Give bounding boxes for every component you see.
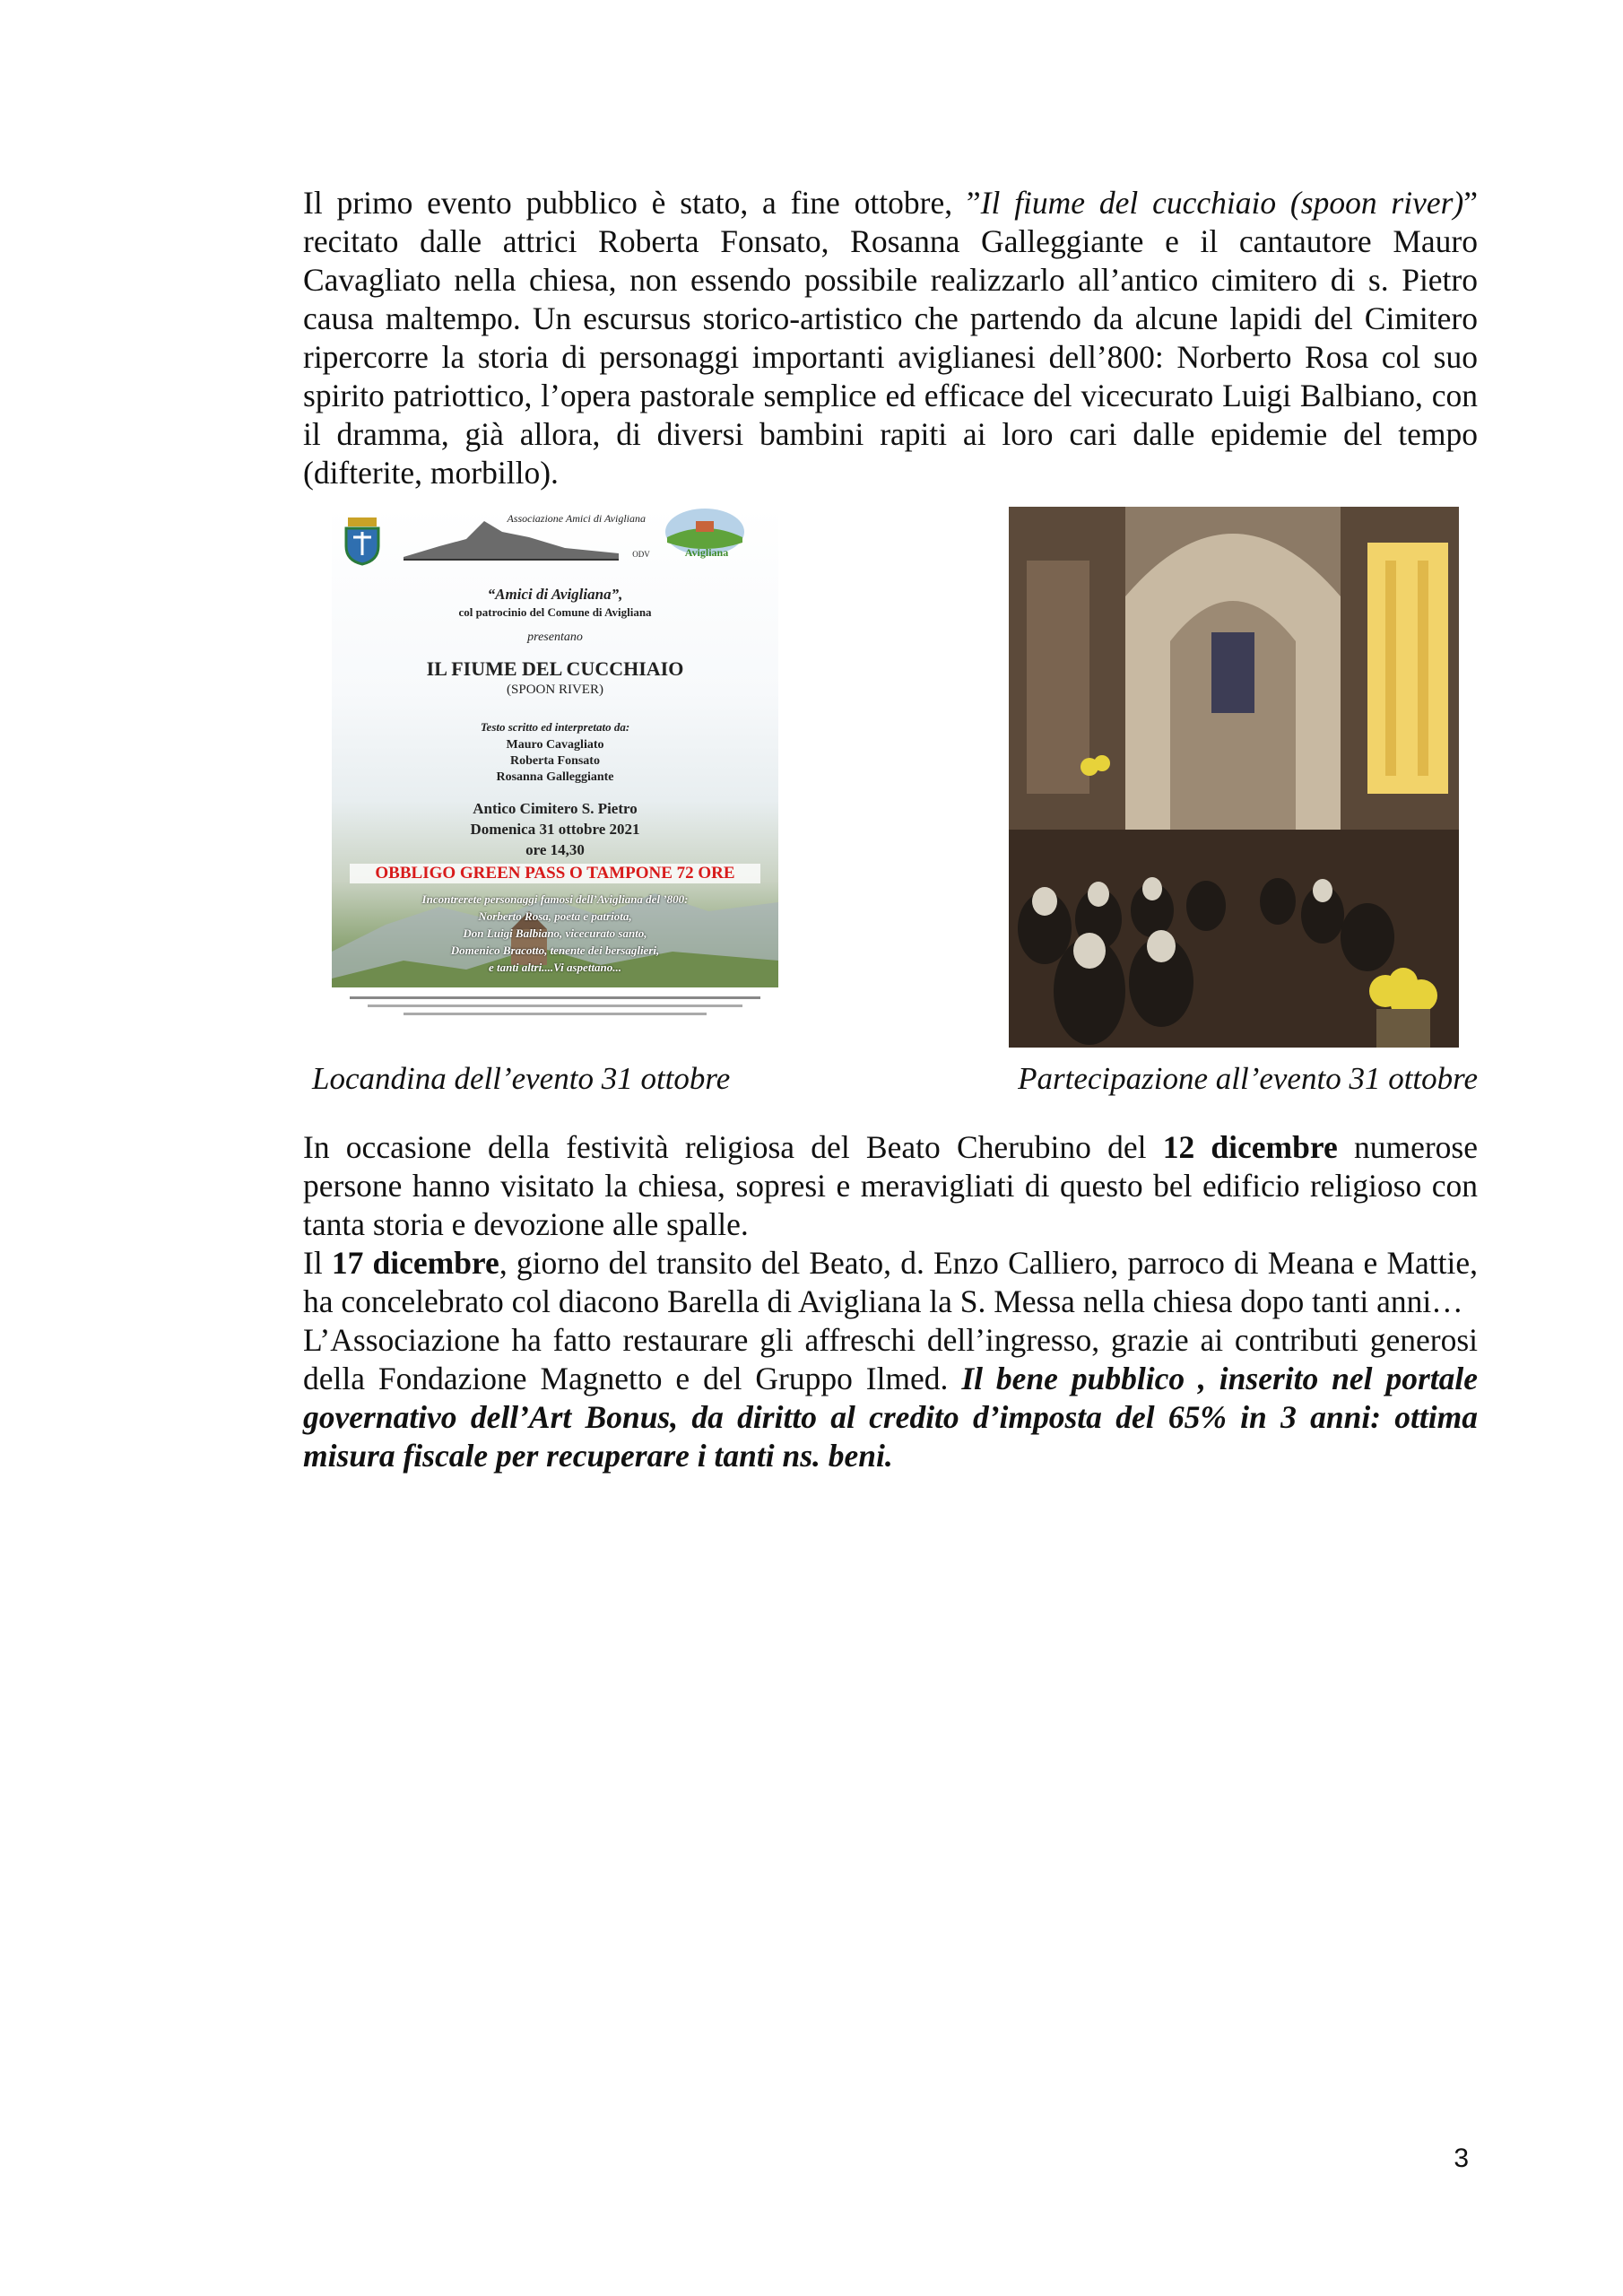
poster-footer-strip [332, 987, 778, 1041]
poster-odv: ODV [632, 550, 650, 559]
art-bonus-note: Il bene pubblico , inserito nel portale governativo dell’Art Bonus, da diritto al credito d’imposta del 65% in 3 anni: ottima misura fiscale per recuperare i tanti ns. beni. [303, 1361, 1478, 1474]
page-number: 3 [1454, 2144, 1469, 2173]
poster-written-by: Testo scritto ed interpretato da: [480, 720, 630, 734]
intro-text-start: Il primo evento pubblico è stato, a fine ottobre, ” [303, 185, 981, 221]
poster-venue: Antico Cimitero S. Pietro [473, 800, 638, 817]
poster-avigliana-label: Avigliana [684, 546, 729, 559]
restoration-paragraph: L’Associazione ha fatto restaurare gli affreschi dell’ingresso, grazie ai contributi generosi della Fondazione Magnetto e del Gruppo Ilmed. Il bene pubblico , inserito nel portale governativo dell’Art Bonus, da diritto al credito d’imposta del 65% in 3 anni: ottima misura fiscale per recuperare i tanti ns. beni. [303, 1322, 1478, 1474]
poster-desc-line: Domenico Bracotto, tenente dei bersaglieri, [450, 944, 660, 957]
poster-desc-line: Norberto Rosa, poeta e patriota, [478, 909, 632, 923]
poster-line1: “Amici di Avigliana”, [487, 586, 623, 603]
date-17-december: 17 dicembre [331, 1245, 499, 1281]
poster-title: IL FIUME DEL CUCCHIAIO [426, 657, 684, 680]
poster-subtitle: (SPOON RIVER) [507, 683, 603, 697]
poster-desc-line: Incontrerete personaggi famosi dell’Avigliana del ’800: [421, 892, 689, 906]
poster-date: Domenica 31 ottobre 2021 [470, 821, 640, 838]
poster-name: Roberta Fonsato [510, 754, 600, 768]
date-12-december: 12 dicembre [1162, 1129, 1338, 1165]
church-interior-illustration [1009, 507, 1459, 1048]
caption-photo: Partecipazione all’evento 31 ottobre [1018, 1061, 1478, 1096]
church-event-photo [1009, 507, 1459, 1048]
intro-paragraph [303, 184, 1478, 492]
poster-line2: col patrocinio del Comune di Avigliana [458, 605, 652, 619]
poster-desc-line: Don Luigi Balbiano, vicecurato santo, [463, 926, 647, 940]
poster-green-pass-notice: OBBLIGO GREEN PASS O TAMPONE 72 ORE [350, 864, 760, 883]
poster-desc-line: e tanti altri....Vi aspettano... [488, 961, 622, 974]
closing-paragraphs [303, 1128, 1478, 1475]
beato-cherubino-paragraph: In occasione della festività religiosa del Beato Cherubino del 12 dicembre numerose persone hanno visitato la chiesa, sopresi e meravigliati di questo bel edificio religioso con tanta storia e devozione alle spalle. [303, 1129, 1478, 1242]
poster-association-name: Associazione Amici di Avigliana [507, 512, 646, 525]
coat-of-arms-icon [341, 514, 384, 566]
caption-poster: Locandina dell’evento 31 ottobre [312, 1061, 731, 1096]
poster-line3: presentano [527, 631, 583, 644]
poster-name: Mauro Cavagliato [506, 738, 604, 752]
mass-paragraph: Il 17 dicembre, giorno del transito del Beato, d. Enzo Calliero, parroco di Meana e Mattie, ha concelebrato col diacono Barella di Avigliana la S. Messa nella chiesa dopo tanti anni… [303, 1245, 1478, 1319]
event-title-italic: Il fiume del cucchiaio (spoon river) [980, 185, 1464, 221]
event-poster-image [332, 507, 778, 1041]
intro-text-rest: ” recitato dalle attrici Roberta Fonsato, Rosanna Galleggiante e il cantautore Mauro Cavagliato nella chiesa, non essendo possibile realizzarlo all’antico cimitero di s. Pietro causa maltempo. Un escursus storico-artistico che partendo da alcune lapidi del Cimitero ripercorre la storia di personaggi importanti aviglianesi dell’800: Norberto Rosa col suo spirito patriottico, l’opera pastorale semplice ed efficace del vicecurato Luigi Balbiano, con il dramma, già allora, di diversi bambini rapiti ai loro cari dalle epidemie del tempo (difterite, morbillo). [303, 185, 1478, 491]
poster-name: Rosanna Galleggiante [496, 770, 614, 784]
poster-time: ore 14,30 [525, 841, 585, 858]
